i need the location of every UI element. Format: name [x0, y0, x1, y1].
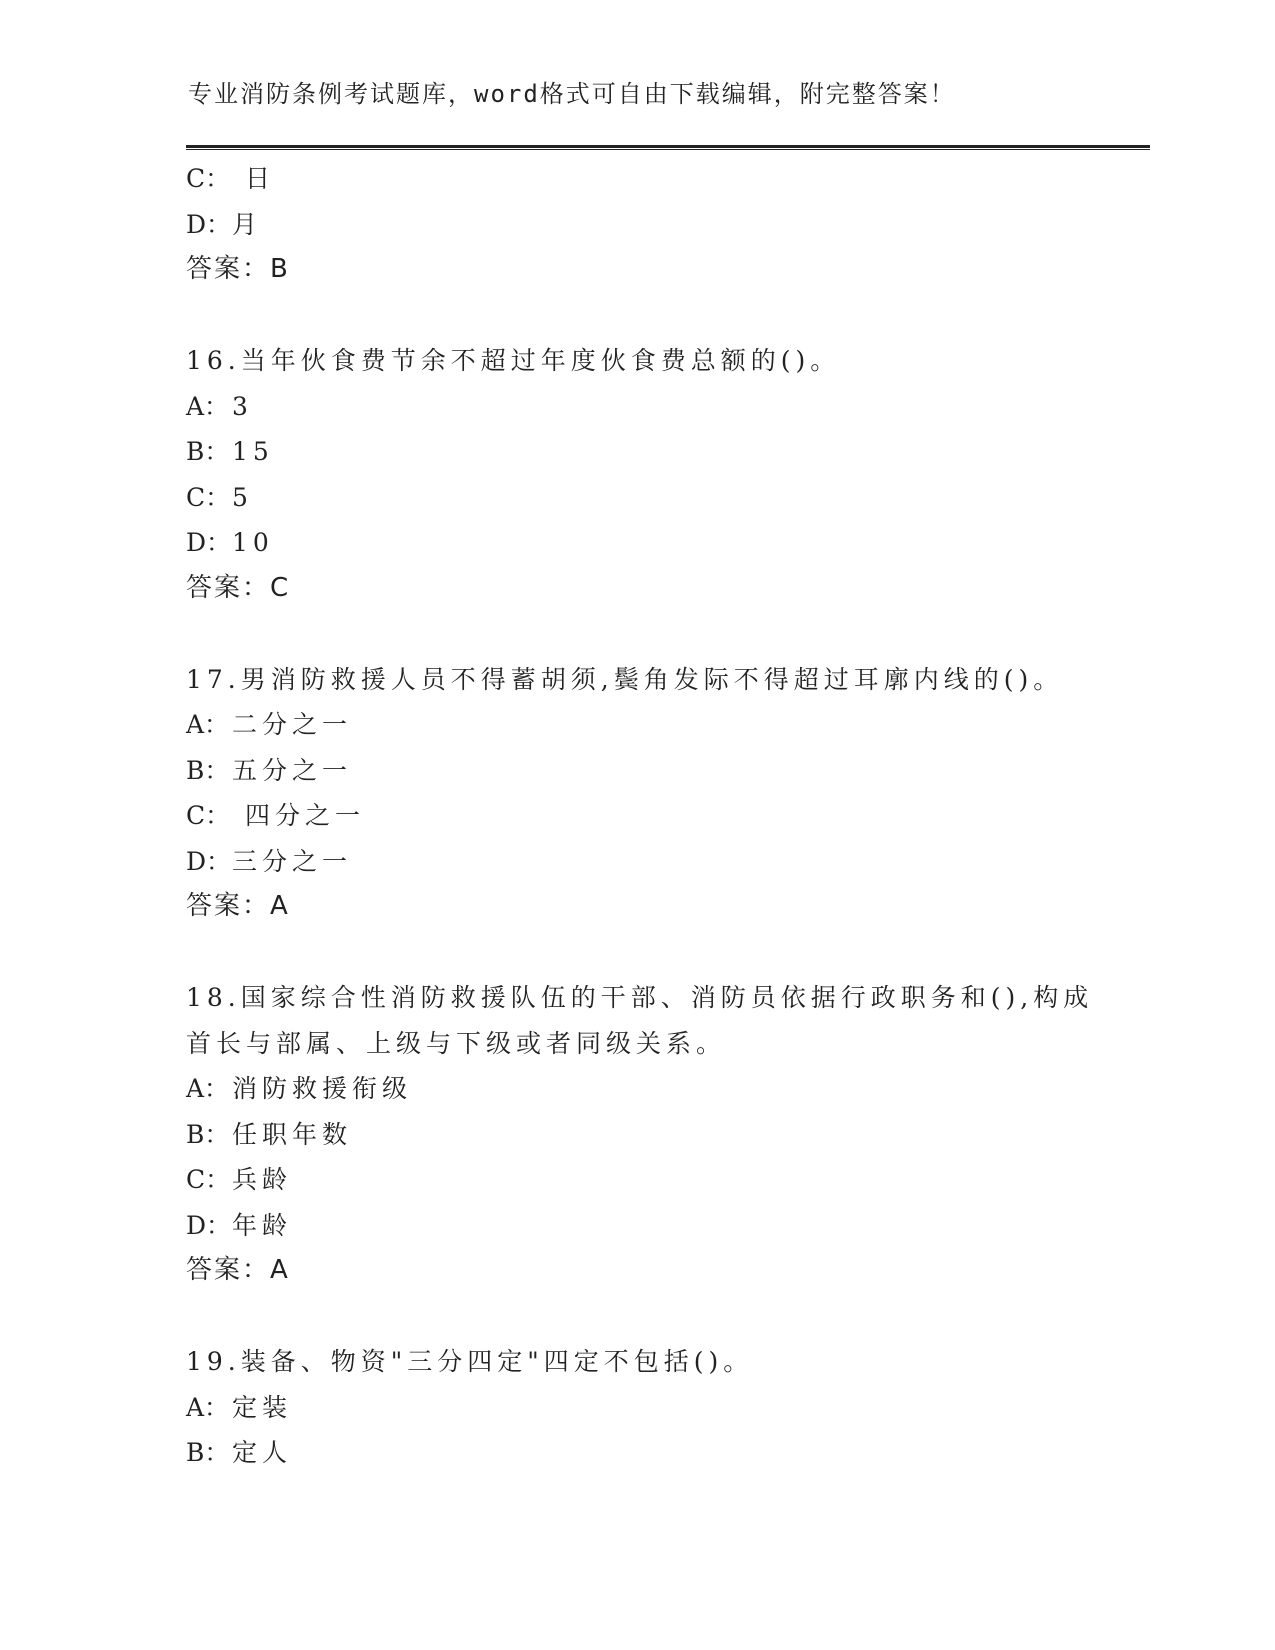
- option-label: A：: [186, 1392, 230, 1422]
- option-line: [186, 793, 1126, 839]
- option-label: A：: [186, 710, 230, 739]
- option-line: [186, 1112, 1126, 1158]
- page-header: 专业消防条例考试题库，word格式可自由下载编辑，附完整答案！: [188, 80, 956, 108]
- option-text: 15: [232, 437, 274, 466]
- option-line: [186, 1157, 1126, 1203]
- option-label: C：: [186, 164, 231, 193]
- spacer: [186, 611, 1126, 657]
- question-stem: 19.装备、物资"三分四定"四定不包括()。: [186, 1347, 754, 1376]
- answer-line: 答案：B: [186, 254, 290, 284]
- option-text: 二分之一: [232, 710, 353, 739]
- option-line: [186, 1430, 1126, 1476]
- option-label: D：: [186, 1210, 232, 1240]
- option-line: [186, 839, 1126, 885]
- answer-line: 答案：C: [186, 572, 291, 603]
- question-stem: 18.国家综合性消防救援队伍的干部、消防员依据行政职务和(),构成: [186, 983, 1094, 1012]
- option-text: 定人: [232, 1438, 293, 1467]
- option-text: 月: [232, 209, 263, 239]
- answer-line: 答案：A: [186, 1255, 290, 1285]
- option-label: B：: [186, 755, 230, 785]
- option-text: 兵龄: [232, 1165, 293, 1194]
- option-label: A：: [186, 391, 230, 421]
- option-line: [186, 1203, 1126, 1249]
- spacer: [186, 293, 1126, 339]
- option-label: A：: [186, 1074, 230, 1103]
- option-label: C：: [186, 482, 231, 512]
- option-line: [186, 429, 1126, 475]
- option-line: [186, 520, 1126, 566]
- option-label: C：: [186, 801, 231, 830]
- option-line: [186, 1385, 1126, 1431]
- question-list: [186, 156, 1126, 1476]
- question-stem-continued: 首长与部属、上级与下级或者同级关系。: [186, 1028, 727, 1058]
- option-text: 日: [232, 164, 275, 193]
- option-label: D：: [186, 528, 232, 557]
- option-line: [186, 748, 1126, 794]
- option-text: 年龄: [232, 1210, 293, 1240]
- option-label: C：: [186, 1165, 231, 1194]
- option-label: D：: [186, 846, 232, 876]
- option-label: B：: [186, 1119, 230, 1149]
- header-rule: [186, 145, 1150, 150]
- option-line: [186, 702, 1126, 748]
- option-text: 定装: [232, 1392, 293, 1422]
- question-stem: 16.当年伙食费节余不超过年度伙食费总额的()。: [186, 346, 841, 375]
- option-text: 五分之一: [232, 755, 353, 785]
- question-stem: 17.男消防救援人员不得蓄胡须,鬓角发际不得超过耳廓内线的()。: [186, 664, 1064, 694]
- option-text: 3: [232, 391, 253, 421]
- option-text: 三分之一: [232, 846, 353, 876]
- answer-line: 答案：A: [186, 891, 290, 921]
- spacer: [186, 930, 1126, 976]
- option-text: 10: [232, 528, 274, 557]
- option-label: B：: [186, 1438, 230, 1467]
- option-line: [186, 156, 1126, 202]
- option-line: [186, 475, 1126, 521]
- option-text: 消防救援衔级: [232, 1074, 413, 1103]
- option-line: [186, 202, 1126, 248]
- option-line: [186, 384, 1126, 430]
- spacer: [186, 1294, 1126, 1340]
- option-label: B：: [186, 437, 230, 466]
- option-text: 四分之一: [232, 801, 365, 830]
- option-text: 任职年数: [232, 1119, 353, 1149]
- option-line: [186, 1066, 1126, 1112]
- option-label: D：: [186, 209, 232, 239]
- option-text: 5: [232, 482, 253, 512]
